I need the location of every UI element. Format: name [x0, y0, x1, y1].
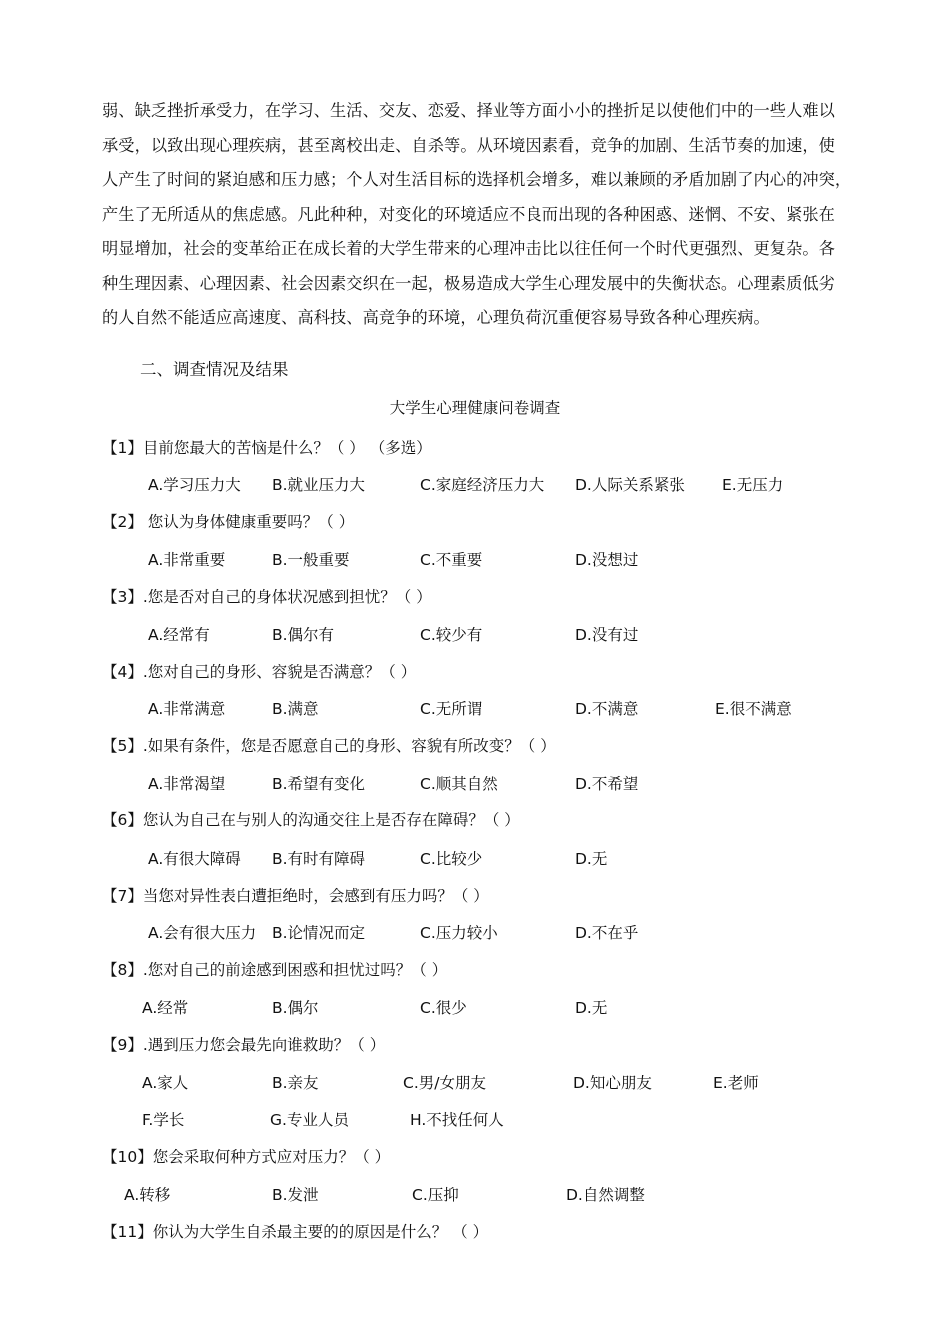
q7-option-b: B.论情况而定: [272, 924, 366, 942]
question-7: 【7】当您对异性表白遭拒绝时，会感到有压力吗？（ ）: [102, 887, 489, 905]
q2-option-c: C.不重要: [420, 551, 483, 569]
q5-option-a: A.非常渴望: [148, 775, 226, 793]
paragraph-line: 种生理因素、心理因素、社会因素交织在一起，极易造成大学生心理发展中的失衡状态。心理素质低劣: [102, 273, 835, 293]
question-10: 【10】您会采取何种方式应对压力？（ ）: [102, 1148, 391, 1166]
q1-option-b: B.就业压力大: [272, 476, 366, 494]
q3-option-a: A.经常有: [148, 626, 210, 644]
q4-option-e: E.很不满意: [715, 700, 792, 718]
paragraph-line: 人产生了时间的紧迫感和压力感；个人对生活目标的选择机会增多，难以兼顾的矛盾加剧了内心的冲突，: [102, 170, 852, 189]
q2-option-b: B.一般重要: [272, 551, 350, 569]
q9-option-g: G.专业人员: [270, 1111, 349, 1129]
paragraph-line: 的人自然不能适应高速度、高科技、高竞争的环境，心理负荷沉重便容易导致各种心理疾病。: [102, 308, 770, 327]
q6-option-b: B.有时有障碍: [272, 850, 366, 868]
question-2: 【2】 您认为身体健康重要吗？（ ）: [102, 513, 355, 531]
q7-option-d: D.不在乎: [575, 924, 639, 942]
paragraph-line: 弱、缺乏挫折承受力，在学习、生活、交友、恋爱、择业等方面小小的挫折足以使他们中的一些人难以: [102, 101, 835, 120]
q5-option-d: D.不希望: [575, 775, 639, 793]
q1-option-e: E.无压力: [722, 476, 784, 494]
q8-option-c: C.很少: [420, 999, 467, 1017]
q3-option-d: D.没有过: [575, 626, 639, 644]
q10-option-a: A.转移: [124, 1186, 171, 1204]
q5-option-c: C.顺其自然: [420, 775, 498, 793]
question-11: 【11】你认为大学生自杀最主要的的原因是什么？ （ ）: [102, 1223, 489, 1241]
q3-option-c: C.较少有: [420, 626, 483, 644]
body-paragraph: [102, 94, 862, 336]
question-4: 【4】.您对自己的身形、容貌是否满意？（ ）: [102, 663, 417, 681]
question-5: 【5】.如果有条件，您是否愿意自己的身形、容貌有所改变？（ ）: [102, 737, 556, 755]
q4-option-a: A.非常满意: [148, 700, 226, 718]
q5-option-b: B.希望有变化: [272, 775, 366, 793]
question-9: 【9】.遇到压力您会最先向谁救助？（ ）: [102, 1036, 386, 1054]
survey-title: 大学生心理健康问卷调查: [389, 399, 561, 417]
q8-option-b: B.偶尔: [272, 999, 319, 1017]
q10-option-d: D.自然调整: [566, 1186, 645, 1204]
q8-option-a: A.经常: [142, 999, 189, 1017]
q8-option-d: D.无: [575, 999, 608, 1017]
question-1: 【1】目前您最大的苦恼是什么？（ ） （多选）: [102, 439, 432, 457]
q3-option-b: B.偶尔有: [272, 626, 335, 644]
q7-option-c: C.压力较小: [420, 924, 498, 942]
paragraph-line: 承受，以致出现心理疾病，甚至离校出走、自杀等。从环境因素看，竞争的加剧、生活节奏的加速，使: [102, 135, 835, 155]
q1-option-c: C.家庭经济压力大: [420, 476, 545, 494]
q6-option-a: A.有很大障碍: [148, 850, 241, 868]
q9-option-b: B.亲友: [272, 1074, 319, 1092]
q9-option-c: C.男/女朋友: [403, 1074, 486, 1092]
q6-option-c: C.比较少: [420, 850, 483, 868]
q2-option-d: D.没想过: [575, 551, 639, 569]
question-3: 【3】.您是否对自己的身体状况感到担忧？（ ）: [102, 588, 432, 606]
q2-option-a: A.非常重要: [148, 551, 226, 569]
paragraph-line: 产生了无所适从的焦虑感。凡此种种，对变化的环境适应不良而出现的各种困惑、迷惘、不安、紧张在: [102, 204, 835, 224]
question-8: 【8】.您对自己的前途感到困惑和担忧过吗？（ ）: [102, 961, 448, 979]
q1-option-a: A.学习压力大: [148, 476, 241, 494]
q9-option-f: F.学长: [142, 1111, 185, 1129]
section-heading: 二、调查情况及结果: [140, 360, 289, 379]
q10-option-b: B.发泄: [272, 1186, 319, 1204]
q9-option-h: H.不找任何人: [410, 1111, 504, 1129]
q4-option-b: B.满意: [272, 700, 319, 718]
q10-option-c: C.压抑: [412, 1186, 459, 1204]
q4-option-c: C.无所谓: [420, 700, 483, 718]
q7-option-a: A.会有很大压力: [148, 924, 257, 942]
q6-option-d: D.无: [575, 850, 608, 868]
q1-option-d: D.人际关系紧张: [575, 476, 685, 494]
q9-option-e: E.老师: [713, 1074, 759, 1092]
q4-option-d: D.不满意: [575, 700, 639, 718]
question-6: 【6】您认为自己在与别人的沟通交往上是否存在障碍？（ ）: [102, 811, 520, 829]
paragraph-line: 明显增加，社会的变革给正在成长着的大学生带来的心理冲击比以往任何一个时代更强烈、更复杂。各: [102, 239, 835, 258]
q9-option-d: D.知心朋友: [573, 1074, 652, 1092]
q9-option-a: A.家人: [142, 1074, 189, 1092]
